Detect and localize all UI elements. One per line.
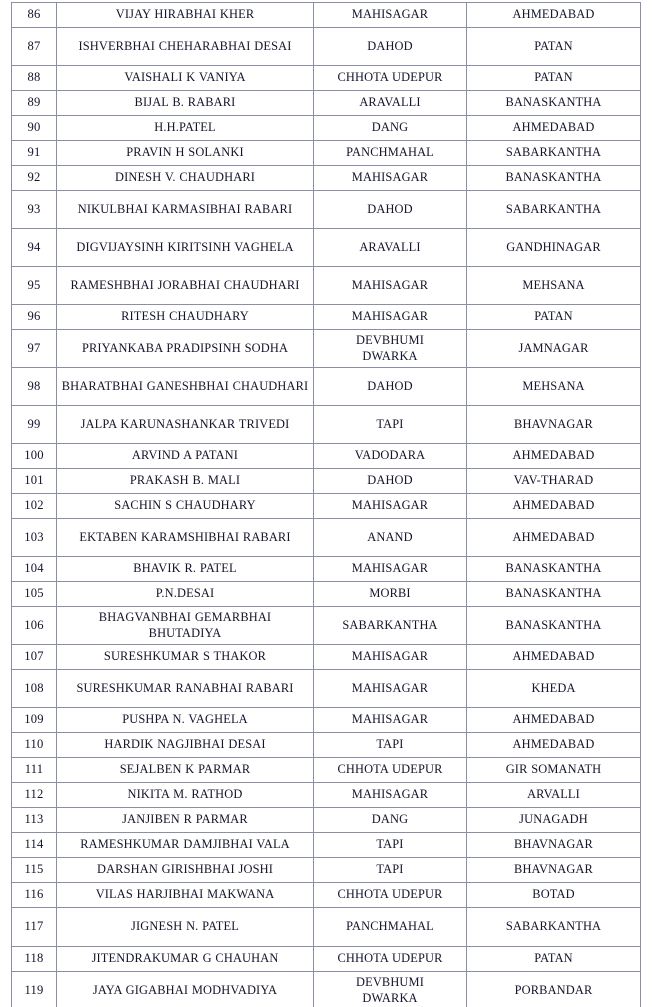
district-two-cell: MEHSANA [467,267,641,305]
table-row [12,267,641,305]
district-line: DWARKA [362,990,418,1005]
applicant-name-cell: SURESHKUMAR RANABHAI RABARI [57,670,314,708]
district-two-cell: GANDHINAGAR [467,229,641,267]
table-row [12,858,641,883]
district-one-cell: CHHOTA UDEPUR [314,66,467,91]
applicant-name-cell: PRIYANKABA PRADIPSINH SODHA [57,330,314,368]
applicant-name-cell: RAMESHKUMAR DAMJIBHAI VALA [57,833,314,858]
applicant-name-cell: PRAVIN H SOLANKI [57,141,314,166]
applicant-name-cell: NIKULBHAI KARMASIBHAI RABARI [57,191,314,229]
applicant-name-cell: PUSHPA N. VAGHELA [57,708,314,733]
district-one-cell: MAHISAGAR [314,708,467,733]
serial-number-cell: 86 [12,3,57,28]
table-row [12,783,641,808]
district-one-cell: MAHISAGAR [314,305,467,330]
applicant-name-cell: JAYA GIGABHAI MODHVADIYA [57,972,314,1007]
district-one-cell: CHHOTA UDEPUR [314,947,467,972]
applicant-name-cell: RITESH CHAUDHARY [57,305,314,330]
district-one-cell: MAHISAGAR [314,557,467,582]
district-two-cell: AHMEDABAD [467,519,641,557]
serial-number-cell: 93 [12,191,57,229]
district-two-cell: KHEDA [467,670,641,708]
table-row [12,519,641,557]
table-row [12,469,641,494]
district-two-cell: JUNAGADH [467,808,641,833]
applicant-name-cell: P.N.DESAI [57,582,314,607]
table-row [12,330,641,368]
serial-number-cell: 118 [12,947,57,972]
table-row [12,305,641,330]
serial-number-cell: 107 [12,645,57,670]
applicant-name-cell: SEJALBEN K PARMAR [57,758,314,783]
serial-number-cell: 94 [12,229,57,267]
district-one-cell: ANAND [314,519,467,557]
district-one-cell: TAPI [314,406,467,444]
table-row [12,670,641,708]
district-two-cell: BHAVNAGAR [467,406,641,444]
district-two-cell: BHAVNAGAR [467,858,641,883]
district-two-cell: BANASKANTHA [467,607,641,645]
district-one-cell: ARAVALLI [314,229,467,267]
applicant-list-table [11,2,641,1007]
table-row [12,368,641,406]
applicant-name-cell: DIGVIJAYSINH KIRITSINH VAGHELA [57,229,314,267]
district-two-cell: BHAVNAGAR [467,833,641,858]
district-one-cell: TAPI [314,733,467,758]
table-row [12,972,641,1007]
serial-number-cell: 113 [12,808,57,833]
district-one-cell: DAHOD [314,191,467,229]
district-two-cell: ARVALLI [467,783,641,808]
serial-number-cell: 115 [12,858,57,883]
table-row [12,758,641,783]
serial-number-cell: 101 [12,469,57,494]
district-one-cell: MAHISAGAR [314,3,467,28]
serial-number-cell: 114 [12,833,57,858]
district-two-cell: BANASKANTHA [467,166,641,191]
serial-number-cell: 102 [12,494,57,519]
applicant-name-cell: JITENDRAKUMAR G CHAUHAN [57,947,314,972]
district-two-cell: BANASKANTHA [467,557,641,582]
serial-number-cell: 91 [12,141,57,166]
district-one-cell: TAPI [314,833,467,858]
district-one-cell [314,972,467,1007]
district-two-cell: VAV-THARAD [467,469,641,494]
district-one-cell: MAHISAGAR [314,267,467,305]
district-one-cell: DANG [314,116,467,141]
district-two-cell: AHMEDABAD [467,116,641,141]
serial-number-cell: 112 [12,783,57,808]
district-two-cell: AHMEDABAD [467,645,641,670]
district-one-cell: MAHISAGAR [314,670,467,708]
table-body [12,3,641,1007]
table-row [12,607,641,645]
applicant-name-cell: RAMESHBHAI JORABHAI CHAUDHARI [57,267,314,305]
table-row [12,191,641,229]
district-two-cell: BANASKANTHA [467,582,641,607]
serial-number-cell: 104 [12,557,57,582]
applicant-name-cell: ARVIND A PATANI [57,444,314,469]
table-row [12,733,641,758]
applicant-name-cell: H.H.PATEL [57,116,314,141]
applicant-name-cell: BIJAL B. RABARI [57,91,314,116]
district-two-cell: AHMEDABAD [467,3,641,28]
table-row [12,3,641,28]
district-two-cell: PATAN [467,28,641,66]
district-one-cell: DAHOD [314,28,467,66]
district-one-cell: DAHOD [314,469,467,494]
district-two-cell: AHMEDABAD [467,444,641,469]
district-two-cell: JAMNAGAR [467,330,641,368]
district-one-cell: PANCHMAHAL [314,141,467,166]
table-row [12,883,641,908]
serial-number-cell: 87 [12,28,57,66]
table-row [12,808,641,833]
table-row [12,444,641,469]
serial-number-cell: 103 [12,519,57,557]
district-one-cell: DAHOD [314,368,467,406]
district-one-cell: CHHOTA UDEPUR [314,758,467,783]
serial-number-cell: 106 [12,607,57,645]
table-row [12,66,641,91]
applicant-name-cell: HARDIK NAGJIBHAI DESAI [57,733,314,758]
table-row [12,406,641,444]
district-two-cell: SABARKANTHA [467,191,641,229]
district-two-cell: PORBANDAR [467,972,641,1007]
serial-number-cell: 97 [12,330,57,368]
district-line: DEVBHUMI [356,333,424,348]
district-one-cell: PANCHMAHAL [314,908,467,947]
serial-number-cell: 117 [12,908,57,947]
district-one-cell: MAHISAGAR [314,783,467,808]
table-row [12,833,641,858]
serial-number-cell: 88 [12,66,57,91]
table-row [12,582,641,607]
table-row [12,91,641,116]
serial-number-cell: 89 [12,91,57,116]
district-one-cell: TAPI [314,858,467,883]
serial-number-cell: 99 [12,406,57,444]
district-two-cell: BANASKANTHA [467,91,641,116]
district-two-cell: MEHSANA [467,368,641,406]
applicant-name-cell: SURESHKUMAR S THAKOR [57,645,314,670]
applicant-name-cell: BHARATBHAI GANESHBHAI CHAUDHARI [57,368,314,406]
district-two-cell: SABARKANTHA [467,141,641,166]
district-two-cell: GIR SOMANATH [467,758,641,783]
applicant-name-cell: VAISHALI K VANIYA [57,66,314,91]
applicant-name-cell: VIJAY HIRABHAI KHER [57,3,314,28]
serial-number-cell: 108 [12,670,57,708]
district-one-cell: MAHISAGAR [314,645,467,670]
table-row [12,708,641,733]
district-two-cell: PATAN [467,947,641,972]
table-row [12,557,641,582]
district-two-cell: PATAN [467,66,641,91]
applicant-name-cell: ISHVERBHAI CHEHARABHAI DESAI [57,28,314,66]
serial-number-cell: 95 [12,267,57,305]
district-one-cell: MAHISAGAR [314,166,467,191]
district-two-cell: PATAN [467,305,641,330]
applicant-name-cell: JALPA KARUNASHANKAR TRIVEDI [57,406,314,444]
district-one-cell: VADODARA [314,444,467,469]
applicant-name-cell: BHAVIK R. PATEL [57,557,314,582]
applicant-name-cell: BHAGVANBHAI GEMARBHAI BHUTADIYA [57,607,314,645]
district-one-cell: ARAVALLI [314,91,467,116]
district-one-cell: SABARKANTHA [314,607,467,645]
table-row [12,166,641,191]
serial-number-cell: 111 [12,758,57,783]
applicant-name-cell: PRAKASH B. MALI [57,469,314,494]
serial-number-cell: 96 [12,305,57,330]
serial-number-cell: 116 [12,883,57,908]
serial-number-cell: 110 [12,733,57,758]
applicant-name-cell: JIGNESH N. PATEL [57,908,314,947]
applicant-name-cell: VILAS HARJIBHAI MAKWANA [57,883,314,908]
district-two-cell: AHMEDABAD [467,733,641,758]
table-row [12,645,641,670]
serial-number-cell: 119 [12,972,57,1007]
serial-number-cell: 109 [12,708,57,733]
serial-number-cell: 98 [12,368,57,406]
applicant-name-cell: DARSHAN GIRISHBHAI JOSHI [57,858,314,883]
district-two-cell: BOTAD [467,883,641,908]
applicant-name-cell: EKTABEN KARAMSHIBHAI RABARI [57,519,314,557]
applicant-name-cell: DINESH V. CHAUDHARI [57,166,314,191]
district-one-cell: MAHISAGAR [314,494,467,519]
district-line: DWARKA [362,348,418,363]
applicant-name-cell: SACHIN S CHAUDHARY [57,494,314,519]
district-two-cell: SABARKANTHA [467,908,641,947]
district-two-cell: AHMEDABAD [467,494,641,519]
district-one-cell: DANG [314,808,467,833]
district-one-cell [314,330,467,368]
serial-number-cell: 90 [12,116,57,141]
district-one-cell: CHHOTA UDEPUR [314,883,467,908]
table-row [12,229,641,267]
table-row [12,141,641,166]
district-line: DEVBHUMI [356,975,424,990]
table-row [12,494,641,519]
serial-number-cell: 105 [12,582,57,607]
applicant-name-cell: NIKITA M. RATHOD [57,783,314,808]
table-row [12,116,641,141]
table-row [12,947,641,972]
district-one-cell: MORBI [314,582,467,607]
serial-number-cell: 92 [12,166,57,191]
table-row [12,28,641,66]
serial-number-cell: 100 [12,444,57,469]
district-two-cell: AHMEDABAD [467,708,641,733]
applicant-name-cell: JANJIBEN R PARMAR [57,808,314,833]
table-row [12,908,641,947]
